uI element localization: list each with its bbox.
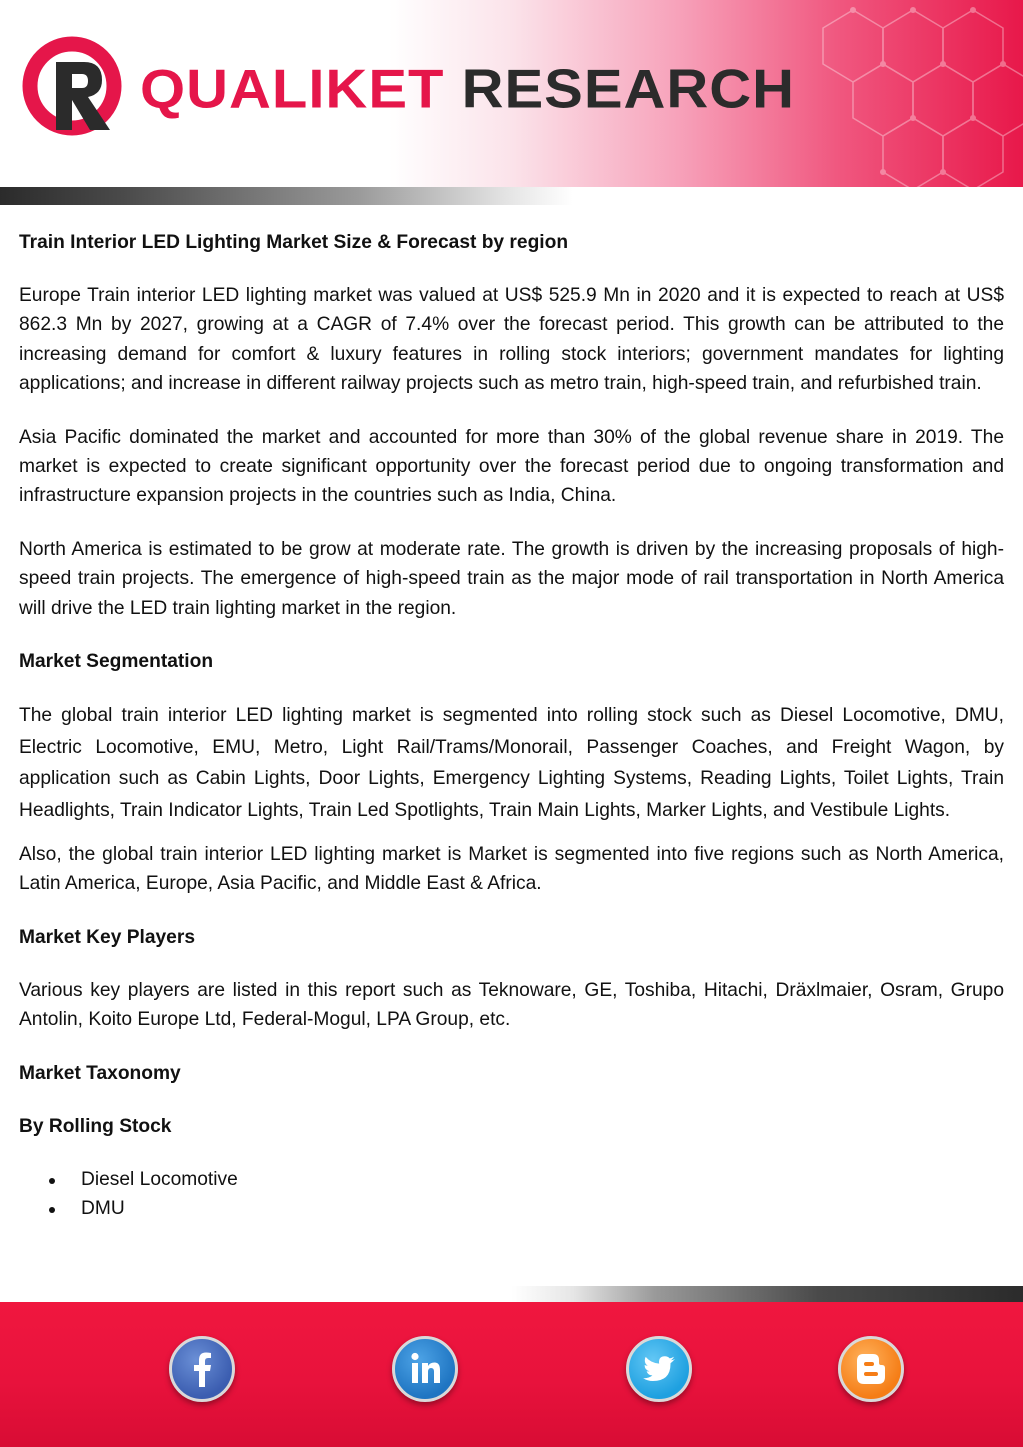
qualiket-logo [22,34,132,144]
taxonomy-heading: Market Taxonomy [19,1062,181,1084]
main-content [19,228,1004,1224]
facebook-glyph [172,1339,232,1399]
twitter-glyph [629,1339,689,1399]
header-divider [0,187,1023,205]
rolling-stock-list [19,1165,1004,1224]
brand-name-part2: RESEARCH [461,58,796,120]
region-heading: Train Interior LED Lighting Market Size & Forecast by region [19,232,569,253]
page-header [0,0,1023,192]
brand-name [140,58,796,120]
facebook-icon[interactable] [169,1336,235,1402]
brand-name-part1: QUALIKET [140,58,445,120]
rolling-stock-heading: By Rolling Stock [19,1115,172,1137]
segmentation-paragraph: The global train interior LED lighting market is segmented into rolling stock such as Diesel Locomotive, DMU, Electric Locomotive, EMU, Metro, Light Rail/Trams/Monorail, Passenger Coaches, and Freight Wagon, by application such as Cabin Lights, Door Lights, Emergency Lighting Systems, Reading Lights, Toilet Lights, Train Headlights, Train Indicator Lights, Train Led Spotlights, Train Main Lights, Marker Lights, and Vestibule Lights. [19,705,1004,821]
region-paragraph-europe: Europe Train interior LED lighting market was valued at US$ 525.9 Mn in 2020 and it is expected to reach at US$ 862.3 Mn by 2027, growing at a CAGR of 7.4% over the forecast period. This growth can be attributed to the increasing demand for comfort & luxury features in rolling stock interiors; government mandates for lighting applications; and increase in different railway projects such as metro train, high-speed train, and refurbished train. [19,285,1004,395]
region-paragraph-north-america: North America is estimated to be grow at moderate rate. The growth is driven by the increasing proposals of high-speed train projects. The emergence of high-speed train as the major mode of rail transportation in North America will drive the LED train lighting market in the region. [19,538,1004,619]
list-item: Diesel Locomotive [19,1165,1004,1195]
linkedin-glyph [395,1339,455,1399]
twitter-icon[interactable] [626,1336,692,1402]
key-players-heading: Market Key Players [19,926,195,948]
linkedin-icon[interactable] [392,1336,458,1402]
key-players-paragraph: Various key players are listed in this report such as Teknoware, GE, Toshiba, Hitachi, Dräxlmaier, Osram, Grupo Antolin, Koito Europe Ltd, Federal-Mogul, LPA Group, etc. [19,979,1004,1031]
segmentation-heading: Market Segmentation [19,651,214,673]
segmentation-regions-paragraph: Also, the global train interior LED lighting market is Market is segmented into five regions such as North America, Latin America, Europe, Asia Pacific, and Middle East & Africa. [19,844,1004,895]
blogger-icon[interactable] [838,1336,904,1402]
list-item: DMU [19,1194,1004,1224]
blogger-glyph [841,1339,901,1399]
region-paragraph-asia-pacific: Asia Pacific dominated the market and accounted for more than 30% of the global revenue share in 2019. The market is expected to create significant opportunity over the forecast period due to ongoing transformation and infrastructure expansion projects in the countries such as India, China. [19,426,1004,507]
